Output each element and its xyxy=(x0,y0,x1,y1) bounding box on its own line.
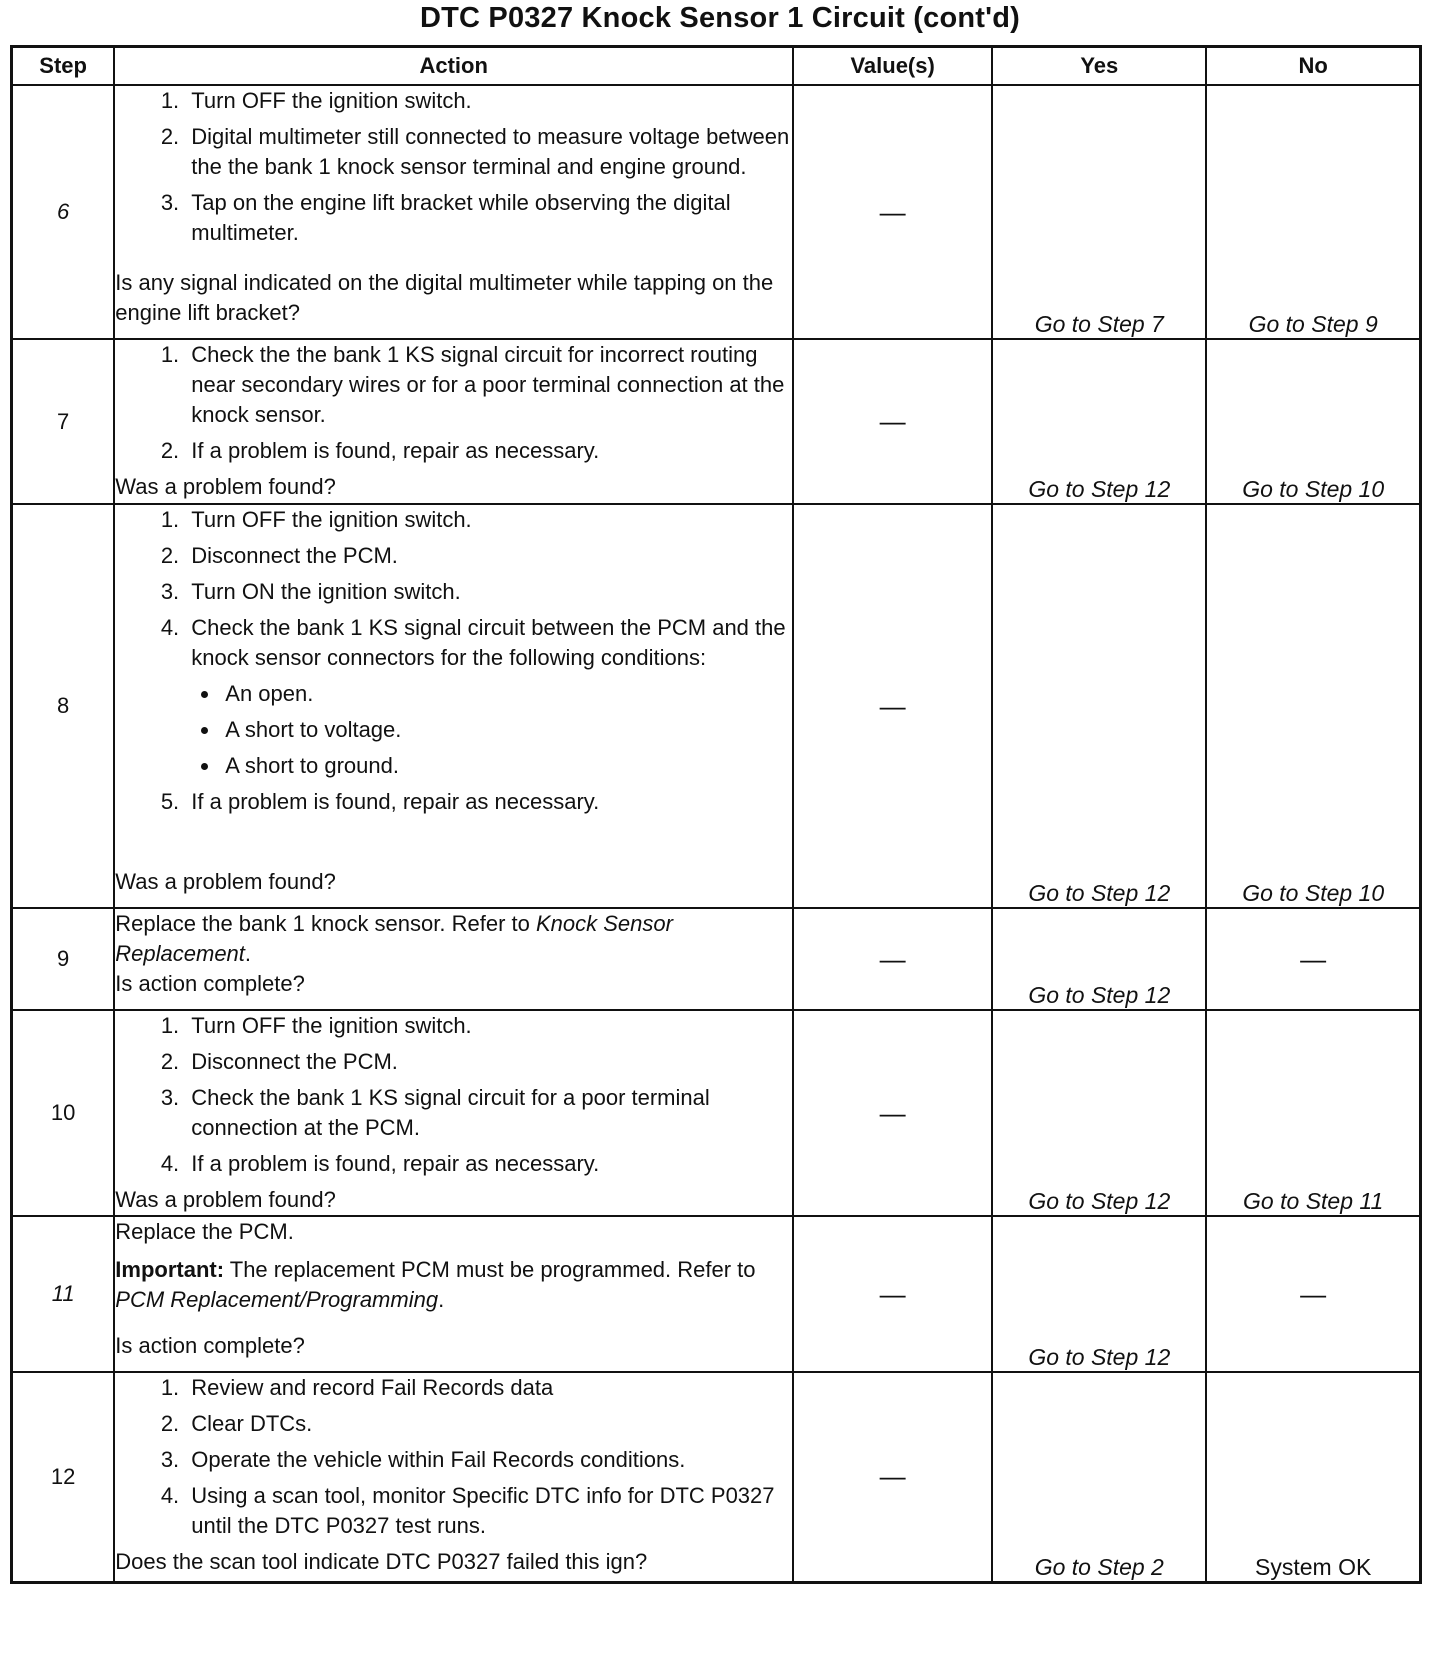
question-text: Was a problem found? xyxy=(115,474,336,499)
header-action: Action xyxy=(114,47,793,86)
step-number: 9 xyxy=(12,908,115,1010)
step-number: 6 xyxy=(12,85,115,339)
action-list xyxy=(115,1373,792,1547)
action-text: Replace the PCM. xyxy=(115,1219,294,1244)
diagnostic-table xyxy=(10,45,1422,1584)
no-result: — xyxy=(1206,908,1420,1010)
bullet-item: • A short to ground. xyxy=(221,751,792,781)
question-text: Does the scan tool indicate DTC P0327 failed this ign? xyxy=(115,1549,648,1574)
action-text-lead: Replace the bank 1 knock sensor. Refer to xyxy=(115,911,536,936)
table-row-step-10 xyxy=(12,1010,1421,1216)
action-cell xyxy=(114,1010,793,1216)
no-result: Go to Step 11 xyxy=(1206,1010,1420,1216)
action-cell xyxy=(114,339,793,504)
table-row-step-7 xyxy=(12,339,1421,504)
header-yes: Yes xyxy=(992,47,1206,86)
list-item: 1. Turn OFF the ignition switch. xyxy=(185,505,792,535)
step-number: 7 xyxy=(12,339,115,504)
step-number: 11 xyxy=(12,1216,115,1372)
value-cell: — xyxy=(793,504,992,908)
list-item: 1. Review and record Fail Records data xyxy=(185,1373,792,1403)
list-item: 1. Check the the bank 1 KS signal circuit for incorrect routing near secondary wires or for a poor terminal connection at the knock sensor. xyxy=(185,340,792,430)
list-item: 3. Turn ON the ignition switch. xyxy=(185,577,792,607)
action-list xyxy=(115,505,792,823)
list-item: 4. If a problem is found, repair as necessary. xyxy=(185,1149,792,1179)
list-item: 2. Disconnect the PCM. xyxy=(185,1047,792,1077)
action-cell xyxy=(114,1216,793,1372)
value-cell: — xyxy=(793,908,992,1010)
value-cell: — xyxy=(793,1010,992,1216)
list-item: 3. Check the bank 1 KS signal circuit for a poor terminal connection at the PCM. xyxy=(185,1083,792,1143)
no-result: — xyxy=(1206,1216,1420,1372)
reference-link: PCM Replacement/Programming xyxy=(115,1287,439,1312)
no-result: System OK xyxy=(1206,1372,1420,1582)
table-row-step-12 xyxy=(12,1372,1421,1582)
action-text-tail: . xyxy=(244,941,252,966)
header-values: Value(s) xyxy=(793,47,992,86)
list-item: 2. If a problem is found, repair as necessary. xyxy=(185,436,792,466)
no-result: Go to Step 9 xyxy=(1206,85,1420,339)
table-header-row xyxy=(12,47,1421,86)
step-number: 10 xyxy=(12,1010,115,1216)
list-item-text: Check the bank 1 KS signal circuit between the PCM and the knock sensor connectors for the following conditions: xyxy=(191,615,786,670)
question-text: Was a problem found? xyxy=(115,1187,336,1212)
list-item: 1. Turn OFF the ignition switch. xyxy=(185,86,792,116)
value-cell: — xyxy=(793,85,992,339)
list-item: 5. If a problem is found, repair as necessary. xyxy=(185,787,792,817)
question-text: Was a problem found? xyxy=(115,869,336,894)
action-text xyxy=(115,909,792,969)
table-row-step-6 xyxy=(12,85,1421,339)
reference-link: Knock Sensor Replacement xyxy=(115,911,673,966)
action-cell xyxy=(114,908,793,1010)
yes-result: Go to Step 12 xyxy=(992,1010,1206,1216)
list-item: 1. Turn OFF the ignition switch. xyxy=(185,1011,792,1041)
value-cell: — xyxy=(793,1372,992,1582)
no-result: Go to Step 10 xyxy=(1206,339,1420,504)
important-tail: . xyxy=(438,1287,445,1312)
action-cell xyxy=(114,1372,793,1582)
yes-result: Go to Step 12 xyxy=(992,504,1206,908)
action-list xyxy=(115,340,792,472)
page-title: DTC P0327 Knock Sensor 1 Circuit (cont'd) xyxy=(419,2,1021,34)
condition-list xyxy=(191,679,792,781)
list-item: 2. Digital multimeter still connected to measure voltage between the the bank 1 knock sensor terminal and engine ground. xyxy=(185,122,792,182)
list-item: 2. Clear DTCs. xyxy=(185,1409,792,1439)
no-result: Go to Step 10 xyxy=(1206,504,1420,908)
list-item: 3. Operate the vehicle within Fail Records conditions. xyxy=(185,1445,792,1475)
yes-result: Go to Step 12 xyxy=(992,1216,1206,1372)
action-cell xyxy=(114,85,793,339)
list-item: 2. Disconnect the PCM. xyxy=(185,541,792,571)
list-item: 3. Tap on the engine lift bracket while observing the digital multimeter. xyxy=(185,188,792,248)
bullet-item: • A short to voltage. xyxy=(221,715,792,745)
list-item xyxy=(185,613,792,781)
action-list xyxy=(115,86,792,254)
header-step: Step xyxy=(12,47,115,86)
question-text: Is action complete? xyxy=(115,971,305,996)
important-label: Important: xyxy=(115,1257,225,1282)
header-no: No xyxy=(1206,47,1420,86)
table-row-step-8 xyxy=(12,504,1421,908)
value-cell: — xyxy=(793,1216,992,1372)
yes-result: Go to Step 7 xyxy=(992,85,1206,339)
action-list xyxy=(115,1011,792,1185)
important-note xyxy=(115,1255,792,1315)
table-row-step-9 xyxy=(12,908,1421,1010)
step-number: 8 xyxy=(12,504,115,908)
bullet-item: • An open. xyxy=(221,679,792,709)
question-text: Is action complete? xyxy=(115,1333,305,1358)
value-cell: — xyxy=(793,339,992,504)
yes-result: Go to Step 2 xyxy=(992,1372,1206,1582)
important-text: The replacement PCM must be programmed. Refer to xyxy=(224,1257,756,1282)
list-item: 4. Using a scan tool, monitor Specific DTC info for DTC P0327 until the DTC P0327 test runs. xyxy=(185,1481,792,1541)
yes-result: Go to Step 12 xyxy=(992,908,1206,1010)
question-text: Is any signal indicated on the digital multimeter while tapping on the engine lift bracket? xyxy=(115,270,774,325)
yes-result: Go to Step 12 xyxy=(992,339,1206,504)
action-cell xyxy=(114,504,793,908)
table-row-step-11 xyxy=(12,1216,1421,1372)
step-number: 12 xyxy=(12,1372,115,1582)
